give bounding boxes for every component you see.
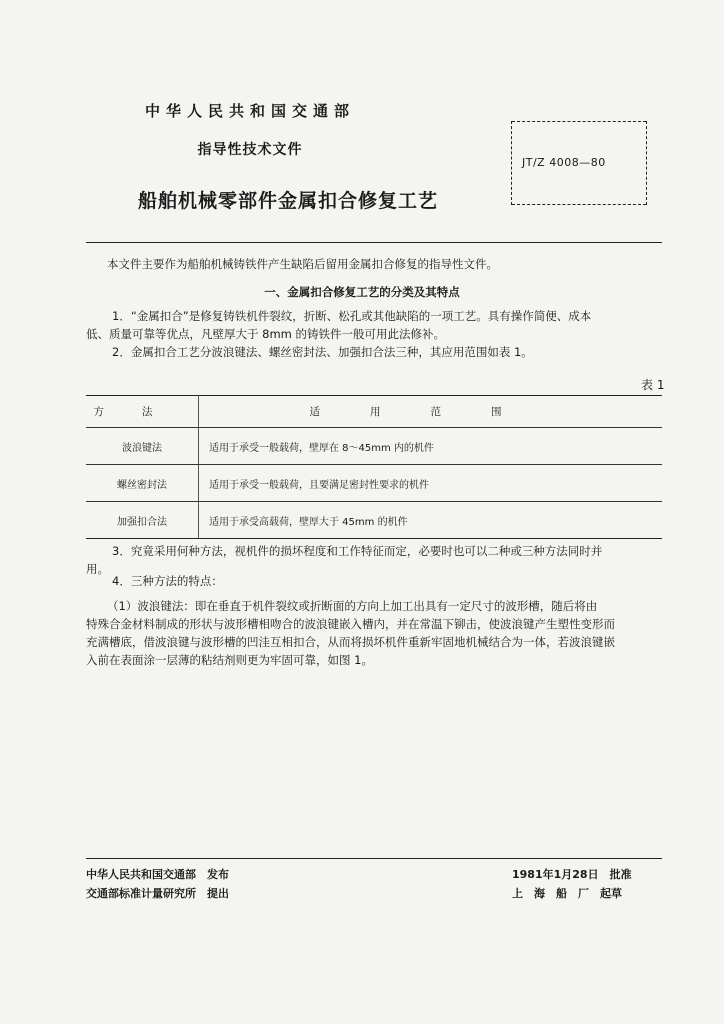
paragraph-5-line-2: 特殊合金材料制成的形状与波形槽相吻合的波浪键嵌入槽内，并在常温下铆击，使波浪键产生塑性变形而 xyxy=(86,617,615,631)
footer-rule xyxy=(86,858,662,859)
scope-cell: 适用于承受一般载荷，且要满足密封性要求的机件 xyxy=(199,465,663,502)
header-rule xyxy=(86,242,662,243)
paragraph-2: 2．金属扣合工艺分波浪键法、螺丝密封法、加强扣合法三种，其应用范围如表 1。 xyxy=(112,345,533,359)
paragraph-1-line-1: 1．“金属扣合”是修复铸铁机件裂纹，折断、松孔或其他缺陷的一项工艺。具有操作简便、成本 xyxy=(112,309,592,323)
standard-code-box xyxy=(511,121,647,205)
approval-line: 1981年1月28日 批准 xyxy=(512,868,632,881)
column-header-scope: 适用范围 xyxy=(199,395,663,428)
application-table xyxy=(86,395,662,539)
table-row xyxy=(86,465,662,502)
paragraph-5-line-4: 入前在表面涂一层薄的粘结剂则更为牢固可靠，如图 1。 xyxy=(86,653,373,667)
scope-cell: 适用于承受一般载荷，壁厚在 8～45mm 内的机件 xyxy=(199,428,663,465)
table-row xyxy=(86,428,662,465)
method-cell: 螺丝密封法 xyxy=(86,465,199,502)
column-header-method: 方法 xyxy=(86,395,199,428)
table-row xyxy=(86,502,662,539)
method-cell: 加强扣合法 xyxy=(86,502,199,539)
document-title: 船舶机械零部件金属扣合修复工艺 xyxy=(138,190,439,212)
paragraph-4: 4．三种方法的特点： xyxy=(112,574,223,588)
publisher-line: 中华人民共和国交通部 发布 xyxy=(86,868,229,881)
paragraph-1-line-2: 低、质量可靠等优点，凡壁厚大于 8mm 的铸铁件一般可用此法修补。 xyxy=(86,327,446,341)
paragraph-5-line-1: （1）波浪键法：即在垂直于机件裂纹或折断面的方向上加工出具有一定尺寸的波形槽，随后将由 xyxy=(107,599,598,613)
section-heading: 一、金属扣合修复工艺的分类及其特点 xyxy=(264,285,460,299)
table-header-row xyxy=(86,395,662,428)
method-cell: 波浪键法 xyxy=(86,428,199,465)
ministry-title: 中华人民共和国交通部 xyxy=(144,102,355,120)
scope-cell: 适用于承受高载荷，壁厚大于 45mm 的机件 xyxy=(199,502,663,539)
standard-code: JT/Z 4008—80 xyxy=(522,156,606,169)
proposer-line: 交通部标准计量研究所 提出 xyxy=(86,887,229,900)
drafter-line: 上 海 船 厂 起草 xyxy=(512,887,622,900)
document-type: 指导性技术文件 xyxy=(197,142,303,158)
paragraph-5-line-3: 充满槽底，借波浪键与波形槽的凹洼互相扣合，从而将损坏机件重新牢固地机械结合为一体，若波浪键嵌 xyxy=(86,635,615,649)
paragraph-3-line-2: 用。 xyxy=(86,562,109,576)
intro-text: 本文件主要作为船舶机械铸铁件产生缺陷后留用金属扣合修复的指导性文件。 xyxy=(107,257,498,271)
table-label: 表 1 xyxy=(641,378,665,392)
paragraph-3-line-1: 3．究竟采用何种方法，视机件的损坏程度和工作特征而定，必要时也可以二种或三种方法同时并 xyxy=(112,544,603,558)
